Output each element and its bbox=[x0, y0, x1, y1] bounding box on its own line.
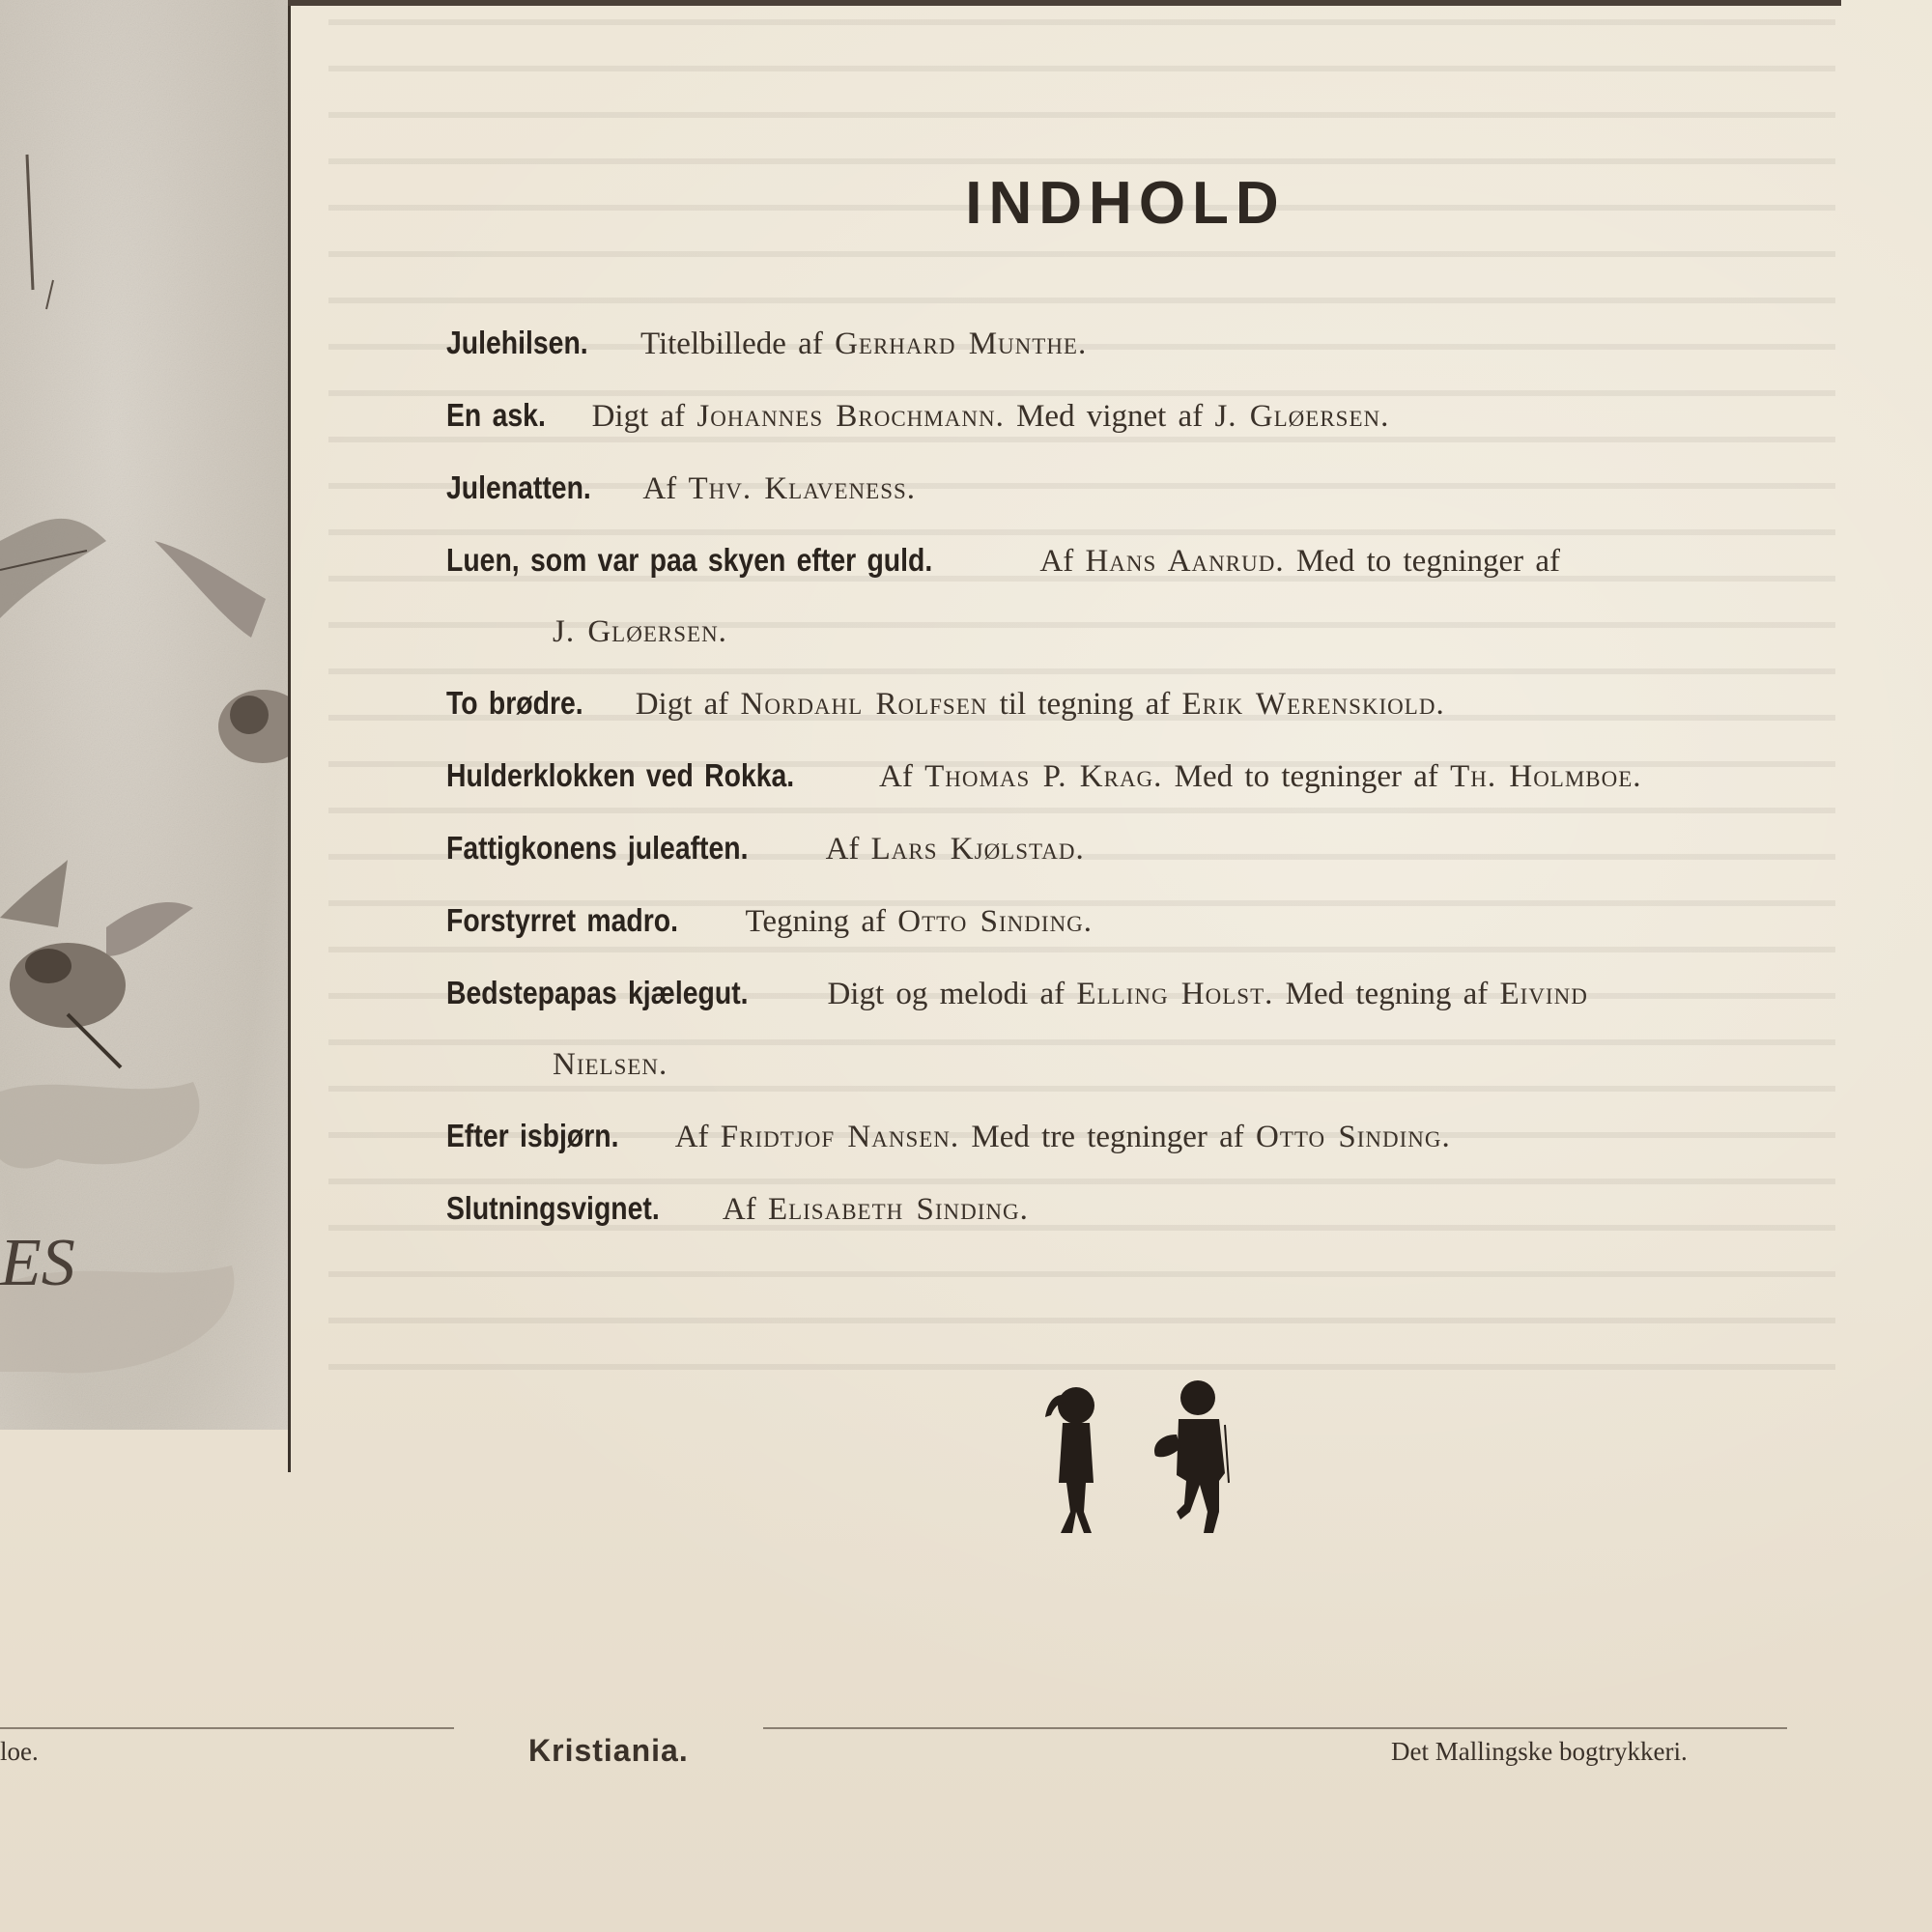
toc-entry-text: Digt og melodi af bbox=[827, 977, 1077, 1011]
toc-entry bbox=[446, 812, 1828, 885]
toc-entry-text: Af bbox=[674, 1120, 721, 1154]
toc-entry-text: Af bbox=[825, 832, 871, 867]
toc-entry-text: Med vignet af bbox=[1004, 399, 1215, 434]
toc-entry-title: Hulderklokken ved Rokka. bbox=[446, 757, 795, 793]
toc-entry-title: En ask. bbox=[446, 397, 546, 433]
toc-entry bbox=[446, 957, 1828, 1100]
toc-entry-author: Otto Sinding. bbox=[1255, 1120, 1451, 1154]
toc-entry bbox=[446, 307, 1828, 380]
toc-entry-title: Forstyrret madro. bbox=[446, 902, 679, 938]
toc-entry-text: Af bbox=[722, 1192, 768, 1227]
toc-entry-title: Slutningsvignet. bbox=[446, 1190, 660, 1226]
toc-entry bbox=[446, 380, 1828, 452]
page-title: INDHOLD bbox=[965, 170, 1286, 237]
toc-entry-author: Nordahl Rolfsen bbox=[740, 687, 988, 722]
toc-entry-text: Digt af bbox=[591, 399, 697, 434]
toc-entry-author: Erik Werenskiold. bbox=[1181, 687, 1445, 722]
toc-entry-title: Fattigkonens juleaften. bbox=[446, 830, 749, 866]
toc-entry-text: Digt af bbox=[635, 687, 741, 722]
toc-entry-text: Tegning af bbox=[745, 904, 898, 939]
toc-entry-text: Med to tegninger af bbox=[1284, 544, 1561, 579]
footer-place: Kristiania. bbox=[528, 1733, 689, 1768]
toc-entry bbox=[446, 668, 1828, 740]
toc-entry bbox=[446, 885, 1828, 957]
table-of-contents bbox=[446, 307, 1828, 1245]
footer-left-text: loe. bbox=[0, 1737, 39, 1766]
toc-entry bbox=[446, 525, 1828, 668]
footer-printer: Det Mallingske bogtrykkeri. bbox=[1391, 1737, 1688, 1766]
toc-entry-title: Julenatten. bbox=[446, 469, 591, 505]
toc-entry-continuation: J. Gløersen. bbox=[553, 614, 727, 649]
toc-entry-author: Th. Holmboe. bbox=[1450, 759, 1642, 794]
toc-entry-text: Titelbillede af bbox=[639, 327, 836, 361]
toc-entry-author: Hans Aanrud. bbox=[1085, 544, 1285, 579]
toc-entry-title: Julehilsen. bbox=[446, 325, 588, 360]
toc-entry-text: Med to tegninger af bbox=[1162, 759, 1451, 794]
toc-entry-author: Eivind bbox=[1499, 977, 1588, 1011]
toc-entry-text: til tegning af bbox=[987, 687, 1182, 722]
toc-entry bbox=[446, 452, 1828, 525]
footer-rule-left bbox=[0, 1727, 454, 1729]
toc-entry-author: Thomas P. Krag. bbox=[924, 759, 1163, 794]
children-silhouette-vignette bbox=[1034, 1367, 1246, 1579]
toc-entry-author: Elisabeth Sinding. bbox=[767, 1192, 1029, 1227]
toc-entry-title: To brødre. bbox=[446, 685, 583, 721]
toc-entry-text: Af bbox=[879, 759, 925, 794]
toc-entry-text: Med tre tegninger af bbox=[959, 1120, 1256, 1154]
toc-entry-author: J. Gløersen. bbox=[1214, 399, 1390, 434]
toc-entry-author: Lars Kjølstad. bbox=[870, 832, 1085, 867]
toc-entry-author: Gerhard Munthe. bbox=[835, 327, 1088, 361]
toc-entry bbox=[446, 1173, 1828, 1245]
toc-entry-author: Johannes Brochmann. bbox=[696, 399, 1005, 434]
svg-text:ES: ES bbox=[0, 1226, 75, 1300]
toc-entry-title: Bedstepapas kjælegut. bbox=[446, 975, 749, 1010]
toc-entry-text: Af bbox=[642, 471, 689, 506]
toc-entry-text: Med tegning af bbox=[1273, 977, 1500, 1011]
toc-entry bbox=[446, 1100, 1828, 1173]
toc-entry-title: Luen, som var paa skyen efter guld. bbox=[446, 542, 933, 578]
toc-entry-author: Otto Sinding. bbox=[897, 904, 1094, 939]
toc-entry-author: Elling Holst. bbox=[1076, 977, 1274, 1011]
footer-rule-right bbox=[763, 1727, 1787, 1729]
toc-entry-title: Efter isbjørn. bbox=[446, 1118, 619, 1153]
top-border-rule bbox=[288, 0, 1841, 6]
toc-entry bbox=[446, 740, 1828, 812]
toc-entry-author: Fridtjof Nansen. bbox=[720, 1120, 960, 1154]
toc-entry-text: Af bbox=[1039, 544, 1086, 579]
toc-entry-continuation: Nielsen. bbox=[553, 1047, 668, 1082]
toc-entry-author: Thv. Klaveness. bbox=[688, 471, 917, 506]
